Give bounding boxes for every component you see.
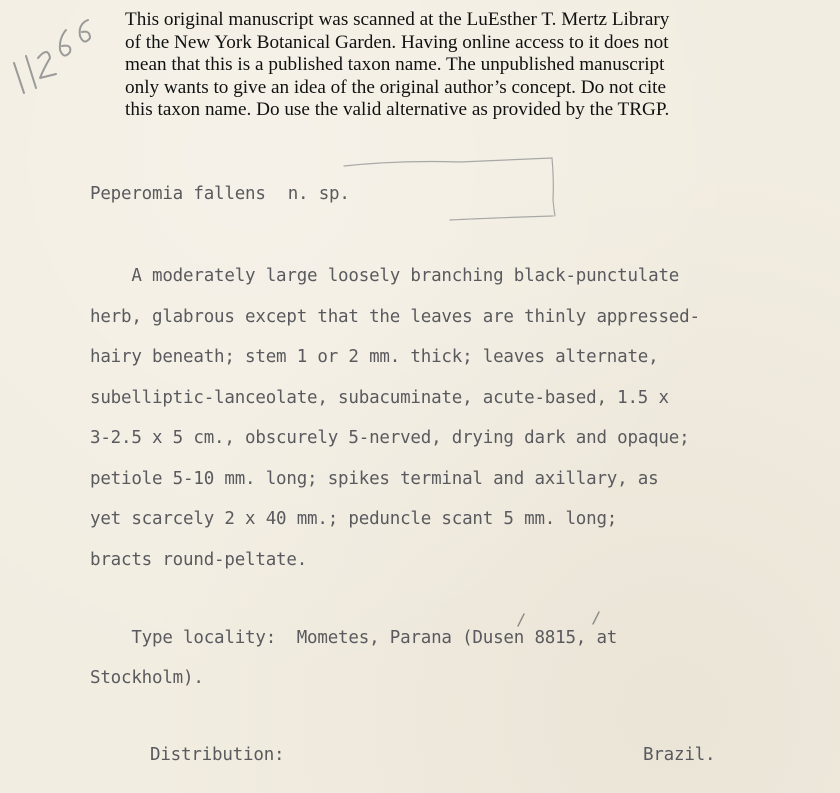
locality-line: Type locality: Mometes, Parana (Dusen 8815, at xyxy=(90,628,618,648)
description-line: bracts round-peltate. xyxy=(90,549,308,570)
notice-line: mean that this is a published taxon name. The unpublished manuscript xyxy=(125,54,665,75)
distribution-value: Brazil. xyxy=(643,745,716,765)
locality-line: Stockholm). xyxy=(90,668,204,688)
description-line: 3-2.5 x 5 cm., obscurely 5-nerved, drying dark and opaque; xyxy=(90,428,690,448)
copyright-notice xyxy=(125,9,825,122)
notice-line: this taxon name. Do use the valid alternative as provided by the TRGP. xyxy=(125,99,670,120)
pencil-bracket-mark xyxy=(340,150,570,230)
description-line: herb, glabrous except that the leaves are thinly appressed- xyxy=(90,306,700,327)
description-line: A moderately large loosely branching black-punctulate xyxy=(90,266,680,286)
description-line: subelliptic-lanceolate, subacuminate, acute-based, 1.5 x xyxy=(90,387,669,408)
type-locality xyxy=(90,625,617,705)
notice-line: only wants to give an idea of the original author’s concept. Do not cite xyxy=(125,76,667,98)
notice-line: of the New York Botanical Garden. Having online access to it does not xyxy=(125,31,669,53)
handwritten-accession-number xyxy=(4,8,104,98)
taxon-status: n. sp. xyxy=(287,184,350,204)
notice-line: This original manuscript was scanned at the LuEsther T. Mertz Library xyxy=(125,9,670,30)
taxon-title xyxy=(90,184,350,204)
taxon-name: Peperomia fallens xyxy=(90,184,266,204)
pencil-accent-mark xyxy=(590,610,602,626)
taxon-description xyxy=(90,263,700,587)
distribution-label: Distribution: xyxy=(150,745,285,765)
pencil-accent-mark xyxy=(515,612,527,628)
description-line: petiole 5-10 mm. long; spikes terminal and axillary, as xyxy=(90,468,659,489)
description-line: yet scarcely 2 x 40 mm.; peduncle scant 5 mm. long; xyxy=(90,509,618,529)
description-line: hairy beneath; stem 1 or 2 mm. thick; leaves alternate, xyxy=(90,347,659,367)
